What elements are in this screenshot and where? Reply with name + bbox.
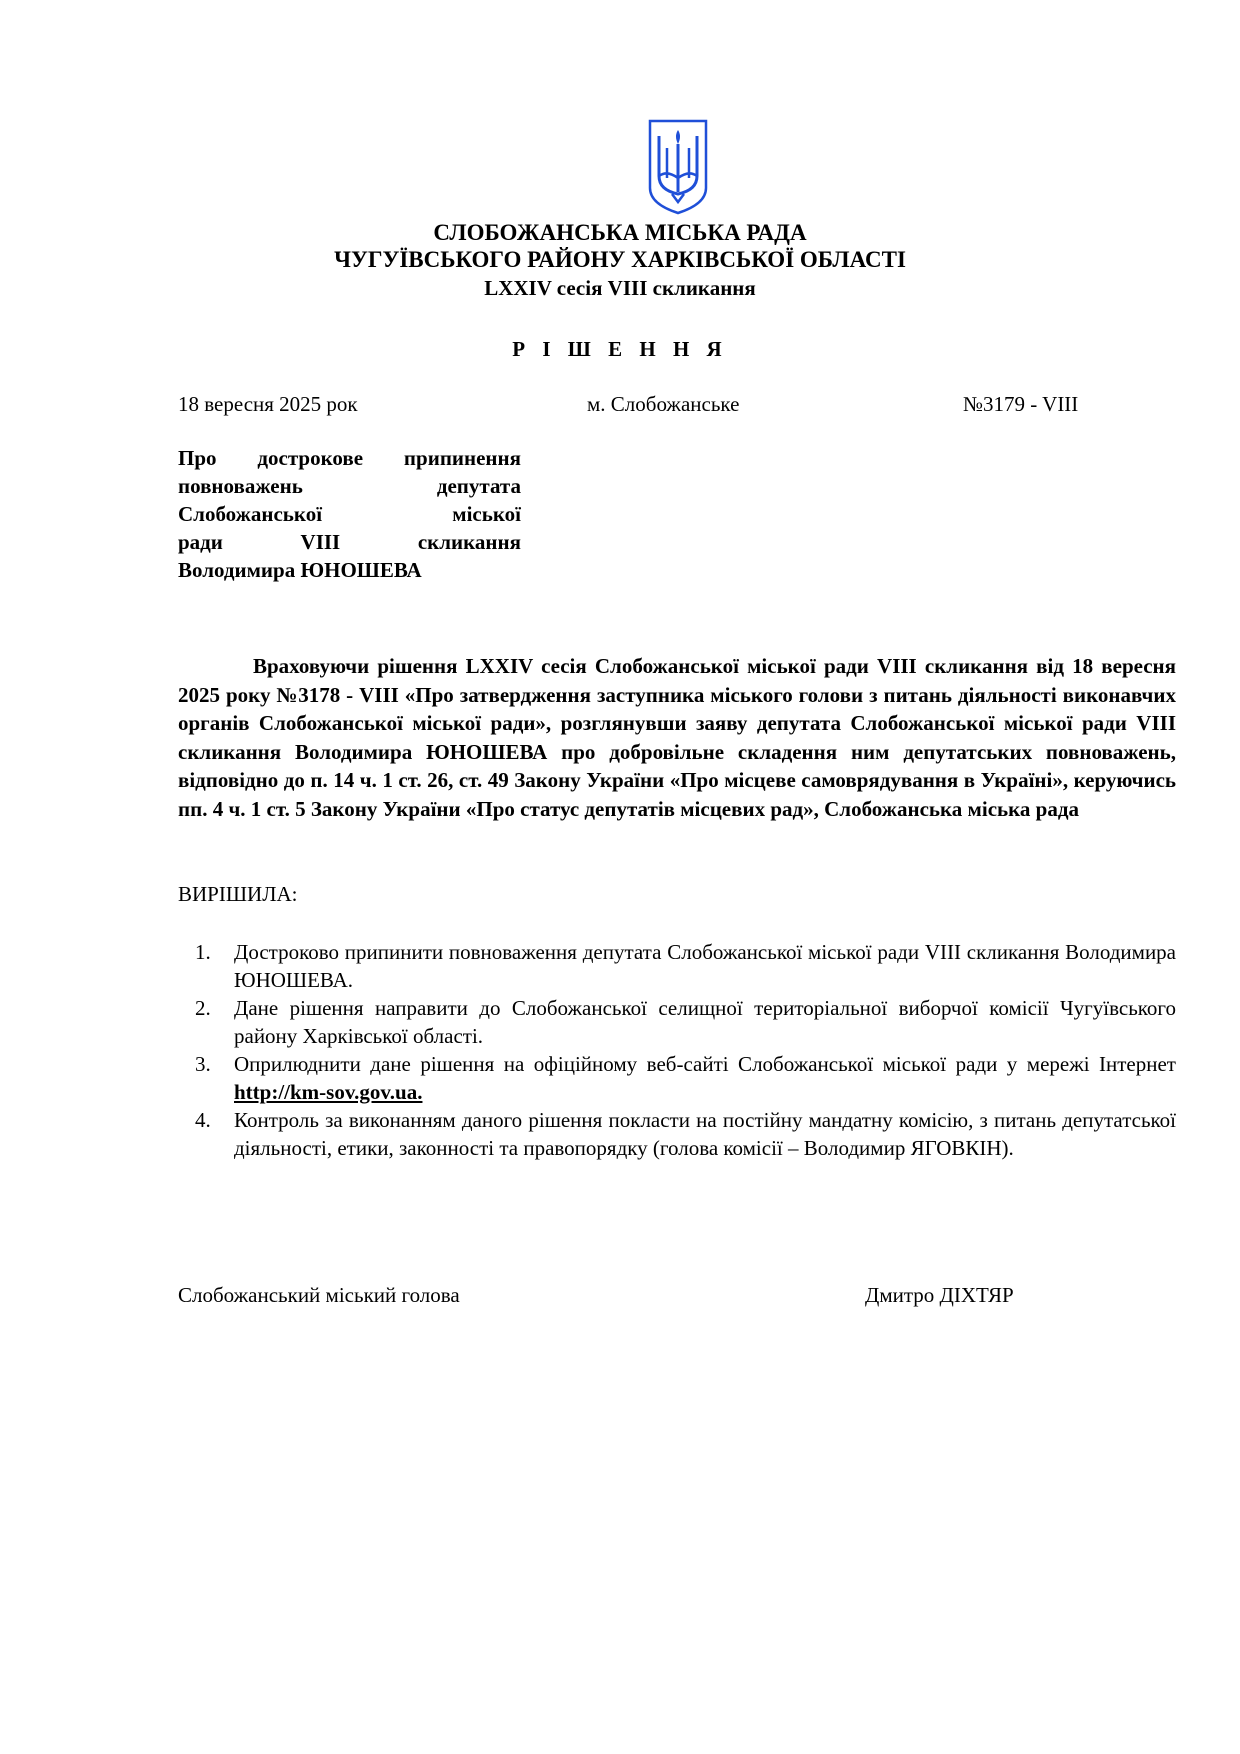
- list-item: [178, 938, 1176, 994]
- subject-line: Про дострокове припинення: [178, 446, 521, 470]
- item-text: Оприлюднити дане рішення на офіційному веб-сайті Слобожанської міської ради у мережі Інтернет: [234, 1052, 1176, 1076]
- decision-city: м. Слобожанське: [587, 392, 740, 416]
- trident-coat-of-arms-icon: [647, 118, 709, 216]
- item-number: 3.: [195, 1052, 211, 1076]
- item-text: Достроково припинити повноваження депутата Слобожанської міської ради VIII скликання Володимира ЮНОШЕВА.: [234, 940, 1176, 992]
- item-text: Дане рішення направити до Слобожанської селищної територіальної виборчої комісії Чугуївського району Харківської області.: [234, 996, 1176, 1048]
- list-item: [178, 1050, 1176, 1106]
- item-number: 4.: [195, 1108, 211, 1132]
- list-item: [178, 994, 1176, 1050]
- resolution-items: [178, 938, 1176, 1162]
- website-link[interactable]: http://km-sov.gov.ua.: [234, 1080, 423, 1104]
- subject-line: повноважень депутата: [178, 474, 521, 498]
- document-title: Р І Ш Е Н Н Я: [512, 337, 728, 361]
- item-number: 2.: [195, 996, 211, 1020]
- item-number: 1.: [195, 940, 211, 964]
- resolved-label: ВИРІШИЛА:: [178, 882, 298, 906]
- district-name: ЧУГУЇВСЬКОГО РАЙОНУ ХАРКІВСЬКОЇ ОБЛАСТІ: [334, 247, 906, 272]
- session-line: LXXIV сесія VIII скликання: [484, 276, 756, 300]
- subject-line: ради VIII скликання: [178, 530, 521, 554]
- decision-subject: [178, 444, 521, 584]
- preamble-paragraph: Враховуючи рішення LXXIV сесія Слобожанської міської ради VIII скликання від 18 вересня 2025 року №3178 - VIII «Про затвердження заступника міського голови з питань діяльності виконавчих органів Слобожанської міської ради», розглянувши заяву депутата Слобожанської міської ради VIII скликання Володимира ЮНОШЕВА про добровільне складення ним депутатських повноважень, відповідно до п. 14 ч. 1 ст. 26, ст. 49 Закону України «Про місцеве самоврядування в Україні», керуючись пп. 4 ч. 1 ст. 5 Закону України «Про статус депутатів місцевих рад», Слобожанська міська рада: [178, 654, 1176, 821]
- subject-line: Володимира ЮНОШЕВА: [178, 558, 422, 582]
- signature-name: Дмитро ДІХТЯР: [865, 1283, 1014, 1307]
- council-name: СЛОБОЖАНСЬКА МІСЬКА РАДА: [433, 220, 807, 245]
- decision-date: 18 вересня 2025 рок: [178, 392, 358, 416]
- decision-number: №3179 - VIII: [963, 392, 1079, 416]
- subject-line: Слобожанської міської: [178, 502, 521, 526]
- item-text: Контроль за виконанням даного рішення покласти на постійну мандатну комісію, з питань депутатської діяльності, етики, законності та правопорядку (голова комісії – Володимир ЯГОВКІН).: [234, 1108, 1176, 1160]
- list-item: [178, 1106, 1176, 1162]
- signature-position: Слобожанський міський голова: [178, 1283, 460, 1307]
